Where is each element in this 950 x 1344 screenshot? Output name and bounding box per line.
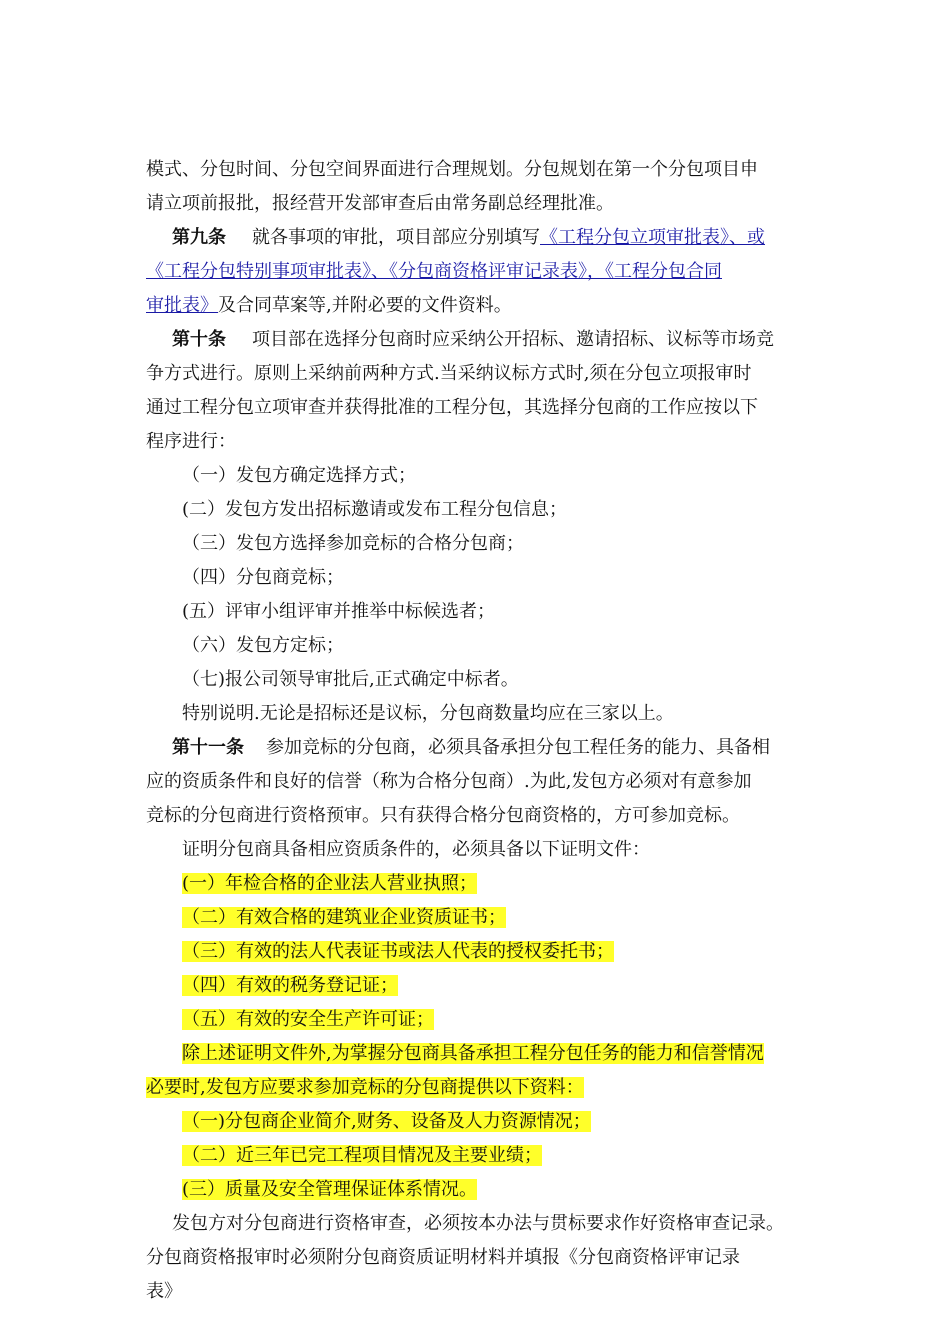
certificate-item: （四）有效的税务登记证；	[182, 975, 398, 996]
article-10-label: 第十条	[172, 329, 226, 350]
procedure-step: （一）发包方确定选择方式；	[182, 465, 416, 486]
form-link-3[interactable]: 审批表》	[146, 295, 218, 316]
article-9-label: 第九条	[172, 227, 226, 248]
article-11-line: 竞标的分包商进行资格预审。只有获得合格分包商资格的，方可参加竞标。	[146, 805, 740, 826]
article-9-text: 就各事项的审批，项目部应分别填写	[252, 227, 540, 248]
procedure-step: (五）评审小组评审并推举中标候选者；	[182, 601, 496, 622]
article-9-line	[146, 292, 512, 320]
article-9-line	[172, 224, 765, 252]
form-link-2[interactable]: 《工程分包特别事项审批表》、《分包商资格评审记录表》，《工程分包合同	[146, 261, 722, 282]
procedure-step: （六）发包方定标；	[182, 635, 344, 656]
material-item: （一)分包商企业简介,财务、设备及人力资源情况；	[182, 1111, 591, 1132]
extra-materials-line: 必要时,发包方应要求参加竞标的分包商提供以下资料：	[146, 1077, 584, 1098]
form-link-1[interactable]: 《工程分包立项审批表》、或	[540, 227, 765, 248]
material-item: (三）质量及安全管理保证体系情况。	[182, 1179, 478, 1200]
certificate-item: （二）有效合格的建筑业企业资质证书；	[182, 907, 506, 928]
certificate-item: (一）年检合格的企业法人营业执照；	[182, 873, 478, 894]
certificate-item: （三）有效的法人代表证书或法人代表的授权委托书；	[182, 941, 614, 962]
article-10-line: 通过工程分包立项审查并获得批准的工程分包，其选择分包商的工作应按以下	[146, 397, 758, 418]
article-11-line	[172, 734, 770, 762]
certificate-item: （五）有效的安全生产许可证；	[182, 1009, 434, 1030]
final-paragraph-line: 表》	[146, 1281, 182, 1302]
procedure-step: （七)报公司领导审批后,正式确定中标者。	[182, 669, 519, 690]
article-10-text: 项目部在选择分包商时应采纳公开招标、邀请招标、议标等市场竞	[252, 329, 774, 350]
extra-materials-line: 除上述证明文件外,为掌握分包商具备承担工程分包任务的能力和信誉情况	[182, 1043, 764, 1064]
procedure-step: （三）发包方选择参加竞标的合格分包商；	[182, 533, 524, 554]
final-paragraph-line: 发包方对分包商进行资格审查，必须按本办法与贯标要求作好资格审查记录。	[172, 1213, 784, 1234]
article-11-label: 第十一条	[172, 737, 244, 758]
paragraph-line: 请立项前报批，报经营开发部审查后由常务副总经理批准。	[146, 193, 614, 214]
article-11-text: 参加竞标的分包商，必须具备承担分包工程任务的能力、具备相	[266, 737, 770, 758]
final-paragraph-line: 分包商资格报审时必须附分包商资质证明材料并填报《分包商资格评审记录	[146, 1247, 740, 1268]
article-9-text: 及合同草案等,并附必要的文件资料。	[218, 295, 512, 316]
procedure-step: （四）分包商竞标；	[182, 567, 344, 588]
article-10-line: 程序进行：	[146, 431, 236, 452]
article-11-line: 应的资质条件和良好的信誉（称为合格分包商）.为此,发包方必须对有意参加	[146, 771, 752, 792]
material-item: （二）近三年已完工程项目情况及主要业绩；	[182, 1145, 542, 1166]
article-10-line	[172, 326, 774, 354]
paragraph-line: 模式、分包时间、分包空间界面进行合理规划。分包规划在第一个分包项目申	[146, 159, 758, 180]
article-9-line	[146, 258, 722, 286]
certificate-intro: 证明分包商具备相应资质条件的，必须具备以下证明文件：	[182, 839, 650, 860]
procedure-step: (二）发包方发出招标邀请或发布工程分包信息；	[182, 499, 568, 520]
special-note: 特别说明.无论是招标还是议标，分包商数量均应在三家以上。	[182, 703, 674, 724]
article-10-line: 争方式进行。原则上采纳前两种方式.当采纳议标方式时,须在分包立项报审时	[146, 363, 752, 384]
